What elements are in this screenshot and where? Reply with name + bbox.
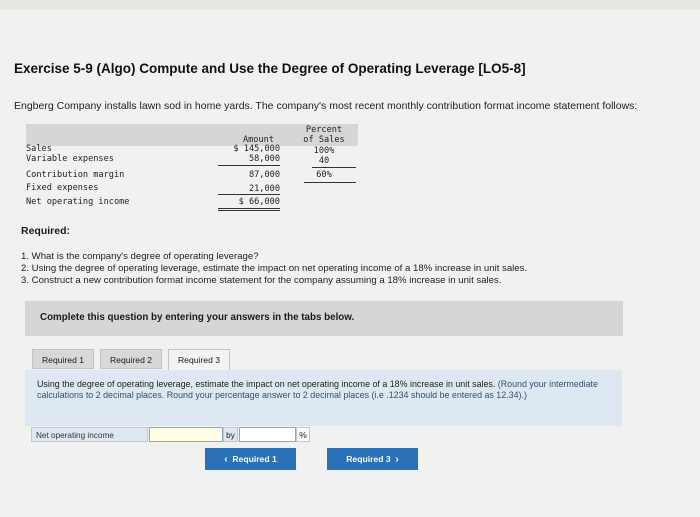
row-amount-contribution-margin: 87,000 xyxy=(248,170,280,180)
tab-required-2[interactable]: Required 2 xyxy=(100,349,162,369)
row-label-fixed-expenses: Fixed expenses xyxy=(26,183,99,193)
intro-text: Engberg Company installs lawn sod in home yards. The company's most recent monthly contribution format income statement follows: xyxy=(14,100,638,112)
chevron-right-icon: › xyxy=(395,454,399,465)
row-label-sales: Sales xyxy=(26,144,52,154)
banner-text: Complete this question by entering your answers in the tabs below. xyxy=(40,312,355,323)
row-label-net-operating-income: Net operating income xyxy=(26,197,130,207)
percent-header-line1: Percent xyxy=(305,125,343,135)
next-button-label: Required 3 xyxy=(346,454,391,464)
row-percent-variable-expenses: 40 xyxy=(318,156,330,166)
chevron-left-icon: ‹ xyxy=(224,454,228,465)
row-label-contribution-margin: Contribution margin xyxy=(26,170,125,180)
net-operating-income-input[interactable] xyxy=(149,427,223,442)
next-required-3-button[interactable] xyxy=(327,448,418,470)
amount-double-underline-b xyxy=(218,210,280,211)
top-bar xyxy=(0,0,700,10)
row-amount-variable-expenses: 58,000 xyxy=(248,154,280,164)
exercise-title: Exercise 5-9 (Algo) Compute and Use the Degree of Operating Leverage [LO5-8] xyxy=(14,61,526,76)
income-statement xyxy=(26,124,358,216)
row-percent-contribution-margin: 60% xyxy=(316,170,332,180)
instruction-banner xyxy=(25,301,623,336)
prev-required-1-button[interactable] xyxy=(205,448,296,470)
row-amount-net-operating-income: $ 66,000 xyxy=(238,197,280,207)
row-percent-sales: 100% xyxy=(313,146,335,156)
amount-header: Amount xyxy=(242,135,274,145)
percent-underline-1 xyxy=(312,167,356,168)
row-amount-fixed-expenses: 21,000 xyxy=(248,184,280,194)
amount-double-underline-a xyxy=(218,208,280,209)
panel-instructions: (Round your intermediate calculations to 2 decimal places. Round your percentage answer to 2 decimal places (i.e .1234 should be entered as 12.34).) xyxy=(37,379,598,400)
amount-underline-1 xyxy=(218,165,280,166)
required-item-3: 3. Construct a new contribution format income statement for the company assuming a 18% increase in unit sales. xyxy=(21,275,502,286)
percent-header-line2: of Sales xyxy=(303,135,345,145)
by-label: by xyxy=(223,427,238,442)
amount-underline-2 xyxy=(218,194,280,195)
answer-row-label: Net operating income xyxy=(31,427,148,442)
tab-required-1[interactable]: Required 1 xyxy=(32,349,94,369)
percent-symbol: % xyxy=(296,427,310,442)
required-list xyxy=(21,251,527,287)
prev-button-label: Required 1 xyxy=(232,454,277,464)
required-heading: Required: xyxy=(21,225,71,237)
required-item-2: 2. Using the degree of operating leverage, estimate the impact on net operating income of a 18% increase in unit sales. xyxy=(21,263,528,274)
row-label-variable-expenses: Variable expenses xyxy=(26,154,114,164)
question-panel xyxy=(25,370,622,426)
tab-required-3[interactable]: Required 3 xyxy=(168,349,230,370)
panel-question: Using the degree of operating leverage, estimate the impact on net operating income of a 18% increase in unit sales. xyxy=(37,379,496,389)
percent-increase-input[interactable] xyxy=(239,427,296,442)
row-amount-sales: $ 145,000 xyxy=(233,144,280,154)
question-text xyxy=(37,379,612,401)
percent-underline-2 xyxy=(304,182,356,183)
required-item-1: 1. What is the company's degree of operating leverage? xyxy=(21,251,259,262)
